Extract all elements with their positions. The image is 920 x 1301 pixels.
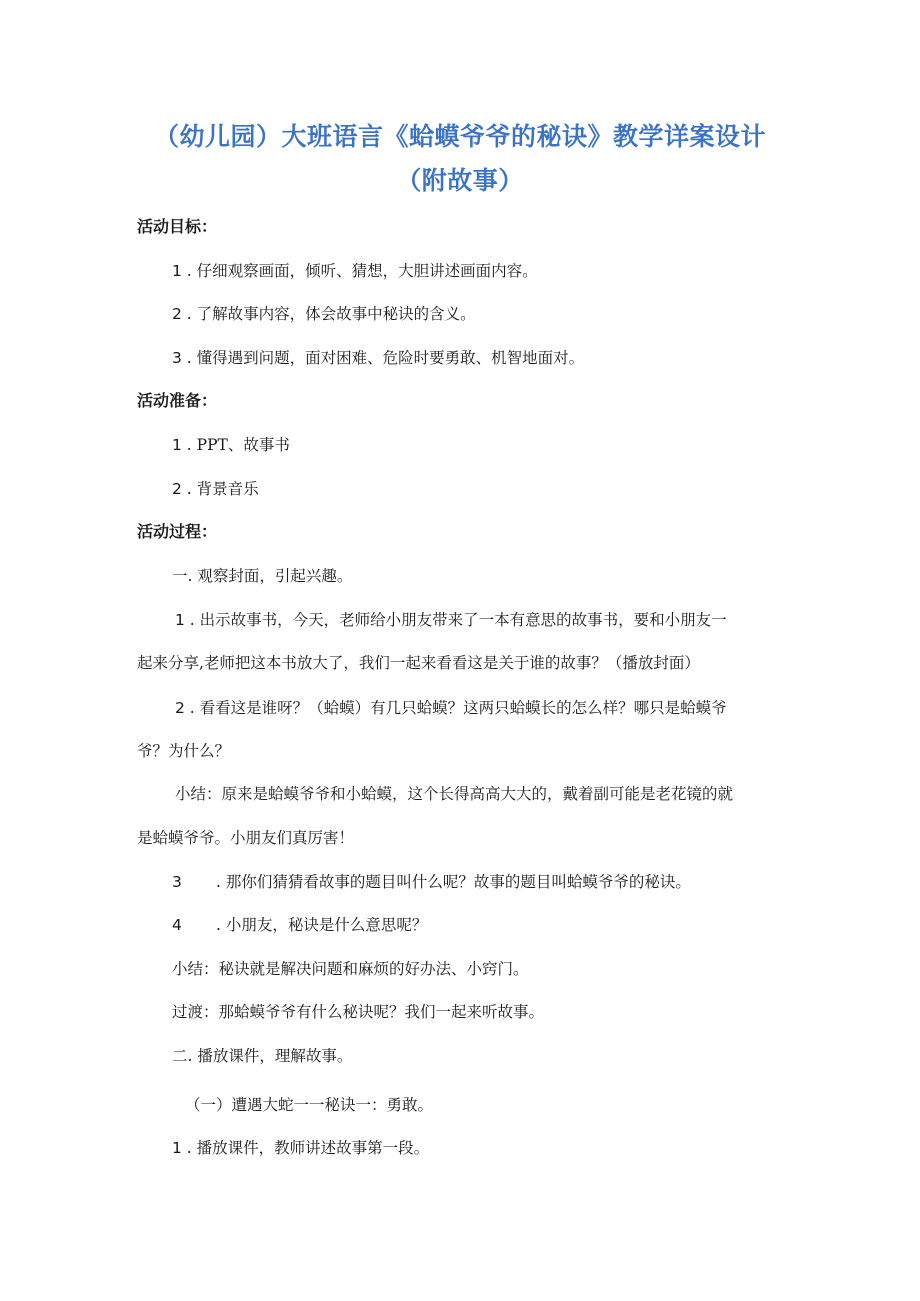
- paragraph-3-number: 3: [172, 873, 182, 891]
- paragraph-5-text: . 播放课件，教师讲述故事第一段。: [181, 1139, 430, 1157]
- goal-item-2-number: 2: [172, 305, 182, 323]
- paragraph-5: [172, 1136, 429, 1158]
- summary-1-line-1: 小结：原来是蛤蟆爷爷和小蛤蟆，这个长得高高大大的，戴着副可能是老花镜的就: [175, 785, 734, 803]
- prep-item-1-number: 1: [172, 436, 182, 454]
- paragraph-1-line-2: 起来分享,老师把这本书放大了，我们一起来看看这是关于谁的故事？（播放封面）: [137, 654, 700, 672]
- paragraph-4: [172, 913, 427, 935]
- paragraph-4-number: 4: [172, 916, 182, 934]
- document-title-line-1: （幼儿园）大班语言《蛤蟆爷爷的秘诀》教学详案设计: [153, 122, 766, 151]
- paragraph-1-text: . 出示故事书，今天，老师给小朋友带来了一本有意思的故事书，要和小朋友一: [184, 611, 727, 629]
- prep-item-2: [172, 477, 259, 499]
- paragraph-1-number: 1: [175, 611, 185, 629]
- subsection-1-heading: （一）遭遇大蛇一一秘诀一：勇敢。: [185, 1096, 434, 1114]
- paragraph-2-line-2: 爷？为什么？: [137, 742, 231, 760]
- prep-item-2-number: 2: [172, 480, 182, 498]
- goal-item-3-number: 3: [172, 349, 182, 367]
- goal-item-2: [172, 302, 476, 324]
- goal-item-3: [172, 346, 584, 368]
- paragraph-5-number: 1: [172, 1139, 182, 1157]
- paragraph-2-text: . 看看这是谁呀？（蛤蟆）有几只蛤蟆？这两只蛤蟆长的怎么样？哪只是蛤蟆爷: [184, 699, 727, 717]
- goal-item-1-number: 1: [172, 262, 182, 280]
- paragraph-1-line-1: [175, 608, 727, 630]
- paragraph-3-text: . 那你们猜猜看故事的题目叫什么呢？故事的题目叫蛤蟆爷爷的秘诀。: [216, 873, 691, 891]
- section-2-heading: 二. 播放课件，理解故事。: [172, 1047, 353, 1065]
- summary-1-line-2: 是蛤蟆爷爷。小朋友们真厉害！: [137, 829, 355, 847]
- prep-item-1: [172, 433, 290, 455]
- goal-item-1: [172, 259, 538, 281]
- paragraph-2-number: 2: [175, 699, 185, 717]
- transition-text: 过渡：那蛤蟆爷爷有什么秘诀呢？我们一起来听故事。: [172, 1003, 545, 1021]
- prep-item-1-text: . PPT、故事书: [181, 436, 290, 454]
- goal-item-1-text: . 仔细观察画面，倾听、猜想，大胆讲述画面内容。: [181, 262, 538, 280]
- section-1-heading: 一. 观察封面，引起兴趣。: [172, 567, 353, 585]
- prep-heading: 活动准备：: [137, 391, 218, 410]
- goal-item-2-text: . 了解故事内容，体会故事中秘诀的含义。: [181, 305, 476, 323]
- goal-item-3-text: . 懂得遇到问题，面对困难、危险时要勇敢、机智地面对。: [181, 349, 585, 367]
- paragraph-4-text: . 小朋友，秘诀是什么意思呢？: [216, 916, 428, 934]
- paragraph-2-line-1: [175, 696, 727, 718]
- goals-heading: 活动目标：: [137, 217, 218, 236]
- paragraph-3: [172, 870, 691, 892]
- prep-item-2-text: . 背景音乐: [181, 480, 259, 498]
- summary-2: 小结：秘诀就是解决问题和麻烦的好办法、小窍门。: [172, 960, 529, 978]
- process-heading: 活动过程：: [137, 522, 218, 541]
- document-title-line-2: （附故事）: [396, 166, 524, 195]
